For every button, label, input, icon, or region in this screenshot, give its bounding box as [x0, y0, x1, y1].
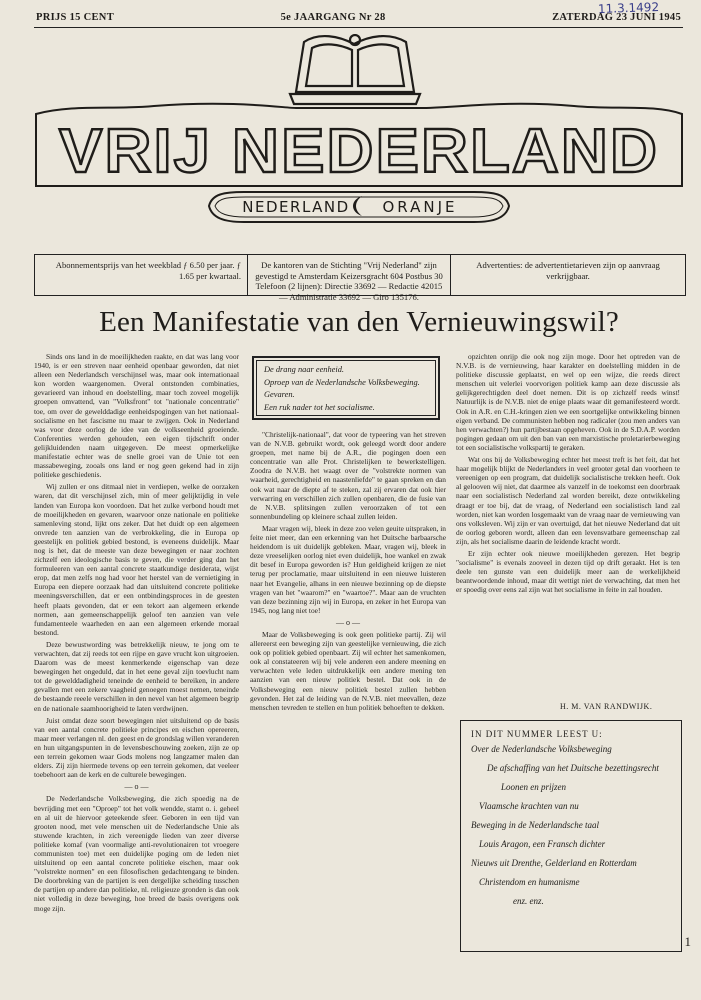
masthead-title: VRIJ NEDERLAND [59, 117, 659, 186]
masthead [34, 34, 684, 244]
article-column-1 [34, 352, 239, 977]
paragraph: Sinds ons land in de moeilijkheden raakte, en dat was lang voor 1940, is er een streven naar eenheid openbaar geworden, dat niet alleen een Nederlandsch verschijnsel was, maar ook internationaal kon worden waargenomen. Overal ontstonden combinaties, gevarieerd van inhoud en doelstelling, maar toch zoveel mogelijk groepen omvattend, van "Volksfront" tot "nationale concentratie" toe, om over de gewelddadige eenheidspogingen van het nationaal-socialisme en het fascisme nu maar te zwijgen. Ook in Nederland was voor deze oorlog de idee van de volkseenheid groeiende. Conferenties werden gehouden, een eigen tijdschrift onder gelijkluidenden naam uitgegeven. De meest opmerkelijke manifestatie echter was de snelle groei van de Unie tot een massabeweging, zooals ons land er nog geen gekend had in zijn politieke geschiedenis. [34, 352, 239, 480]
header-rule [34, 27, 683, 28]
info-box [34, 254, 686, 303]
date-label: ZATERDAG 23 JUNI 1945 [552, 11, 681, 23]
contents-box [460, 720, 682, 952]
masthead-right-word: ORANJE [382, 198, 458, 216]
summary-line: Gevaren. [264, 390, 295, 399]
summary-line: Oproep van de Nederlandsche Volksbeweging. [264, 377, 420, 387]
paragraph: opzichten onrijp die ook nog zijn moge. Door het optreden van de N.V.B. is de vernieuwing, haar karakter en doelstelling midden in de politieke discussie geplaatst, en wel op een wijze, die reeds direct menschen uit velerlei voorvorigen politiek kamp aan deze discussie als gelijkgerechtigden deel doet nemen. Dit is op zichzelf reeds winst! Natuurlijk is de N.V.B. niet de enige plaats waar dit gemanifesteerd wordt. Ook in A.R. en C.H.-kringen zien we een soortgelijke ontwikkeling binnen eigen verband. De communisten hebben nog radicaler (zou men anders van hen verwachten?) hun partijbestaan opgeheven. Ook in de S.D.A.P. worden pogingen gedaan om uit den ban van een marxistische proletarierbeweging tot een socialistische volkspartij te geraken. [456, 352, 680, 452]
header-bar [36, 6, 681, 28]
subscription-text: Abonnementsprijs van het weekblad ƒ 6.50 per jaar. ƒ 1.65 per kwartaal. [55, 260, 241, 281]
article-column-3 [456, 352, 680, 697]
contents-item: Loonen en prijzen [501, 782, 566, 792]
paragraph: Wij zullen er ons ditmaal niet in verdiepen, welke de oorzaken waren, dat dit verschijnsel zich, min of meer gelijktijdig in vele landen van Europa kon voordoen. Dat het zulke verbond houdt met de moeilijkheden en gevaren, waarvoor onze nationale en politieke samenleving stond, lijkt ons zeker. Dat het duidt op een algemeen onvrede ten aanzien van de verbrokkeling, die in Europa op geestelijk en politiek gebied bestond, is eveneens duidelijk. Maar nog is het, dat de meeste van deze bewegingen er naar zochten zichzelf een ideologische basis te geven, die verder ging dan het formuleeren van een aantal concrete staatkundige desiderata, wijst erop, dat men zelfs nog had voor het herstel van de vernietiging in Europa een diepere oorzaak had dan uitsluitend concrete politieke meeningsverschillen, dat er een ontbindingsproces in de geesten heeft plaats gevonden, dat er een tekort aan algemeen erkende normen, aan gemeenschappelijk geloof ten aanzien van vele fundamenteele waarheden en aan een algemeen erkende moraal bestond. [34, 482, 239, 637]
paragraph: Juist omdat deze soort bewegingen niet uitsluitend op de basis van een aantal concrete politieke principes en eischen opereeren, maar meer verlangen nl. den geest en de grondslag willen veranderen en hun uitgangspunten in de levensbeschouwing zoeken, zijn ze op een terrein gekomen waar Gods molens nog langzamer malen dan elders. Zij zijn hiermede tevens op een terrein gekomen, dat veeleer toebehoort aan de kerk en de culturele bewegingen. [34, 715, 239, 780]
page-number: 1 [684, 934, 691, 949]
volume-label: 5e JAARGANG Nr 28 [280, 11, 386, 23]
ads-text: Advertenties: de advertentietarieven zijn op aanvraag verkrijgbaar. [476, 260, 660, 281]
paragraph: Wat ons bij de Volksbeweging echter het meest treft is het feit, dat het haar mogelijk blijkt de Nederlanders in veel grooter getal dan voorheen te vereenigen op een program, dat duidelijk socialistische trekken heeft. Ook al gelooven wij niet, dat daarmee als vanzelf in de toekomst een doorbraak naar een socialistisch Nederland zal worden bereikt, deze ontwikkeling draagt er toe bij, dat de vraag, of Nederland een socialistisch land zal worden, niet kan worden losgemaakt van de vraag naar de vernieuwing van ons volksleven. Wij zijn er van overtuigd, dat het nieuwe Nederland dat uit de oorlog geboren wordt, alleen dan een levensvatbare gemeenschap zal zijn, als het socialisme daarin de leidende kracht wordt. [456, 455, 680, 546]
contents-title: IN DIT NUMMER LEEST U: [471, 729, 603, 739]
contents-item: Nieuws uit Drenthe, Gelderland en Rotterdam [471, 858, 637, 868]
title-banner [36, 104, 682, 186]
section-separator: — o — [336, 617, 360, 627]
paragraph: De Nederlandsche Volksbeweging, die zich spoedig na de bevrijding met een "Oproep" tot het volk wendde, stamt o. i. geheel en al uit de hiervoor geteekende sfeer. Geboren in een tijd van grooten nood, met vele menschen uit de Nederlandsche Unie als stuwende krachten, in zich vereenigde lieden van zeer diverse politieke komaf (van voormalige anti-revolutionairen tot vroegere communisten toe) met een duidelijke poging om de leden niet uitsluitend op een aantal concrete politieke eischen, maar ook "volstrekte normen" en een filosofischen gedachtengang te binden. De doorbreking van de partijen is een dergelijke scheiding tusschen de partijen op andere dan politieke, nl. religieuze gronden is dan ook niet volledig in deze beweging, hoe breed de basis overigens ook moge zijn. [34, 794, 239, 913]
masthead-graphic [34, 34, 684, 244]
contents-item: Vlaamsche krachten van nu [479, 801, 579, 811]
price-label: PRIJS 15 CENT [36, 11, 114, 23]
paragraph: Deze bewustwording was betrekkelijk nieuw, te jong om te verwachten, dat zij reeds tot een rijpe en gave vrucht kon uitgroeien. Daarom was de meest kenmerkende eigenschap van deze bewegingen het ongeduld, dat in het eene geval zijn toevlucht nam tot de gewelddadigheid teneinde de eenheid te bereiken, in andere gevallen met een zekere vaagheid genoegen moest nemen, teneinde de bestaande reeele verschillen in den nevel van het algemeen begrip en de nationale saamhoorigheid te laten verdwijnen. [34, 639, 239, 713]
contents-item: Christendom en humanisme [479, 877, 580, 887]
masthead-left-word: NEDERLAND [242, 198, 350, 216]
summary-box [252, 356, 440, 420]
section-separator: — o — [124, 782, 149, 792]
handwritten-note: 11.3.1492 [597, 0, 660, 17]
crown-icon [290, 35, 420, 104]
summary-line: Een ruk nader tot het socialisme. [264, 402, 375, 412]
contents-item: Over de Nederlandsche Volksbeweging [471, 744, 612, 754]
article-column-2 [250, 430, 446, 977]
article-author: H. M. VAN RANDWIJK. [560, 702, 653, 711]
paragraph: Maar vragen wij, bleek in deze zoo velen geuite uitspraken, in feite niet meer, dan een erkenning van het Duitsche barbaarsche heidendom is uit duidelijk gebleken. Maar, vragen wij, bleek in deze vreeselijken oorlog niet even duidelijk, hoe wankel en zwak dit besef in Europa geworden is? Hun geldigheid krijgen ze niet terug per proclamatie, maar uitsluitend in een nieuwe luisteren naar het Evangelie, alhans in een nieuwe bezinning op de diepste vragen van het "waarom?" en "waartoe?". Maar aan de vruchten van deze bezinning zijn wij in Europa, en zeker in het Europa van 1945, nog lang niet toe! [250, 523, 446, 615]
paragraph: Maar de Volksbeweging is ook geen politieke partij. Zij wil allereerst een beweging zijn van geestelijke vernieuwing, die zich ook op politiek gebied openbaart. Zij wil echter het samenkomen, ook al constateeren wij bij vele anderen een andere meening en verwachten vele leden uitdrukkelijk een andere mening ten aanzien van een nieuw politiek bestel. Dat ook in de Volksbeweging een nieuw politiek bestel zullen hebben gevonden. Het zal de leiding van de N.V.B. niet meevallen, deze menschen tevreden te stellen en hun politiek behoeften te dekken. [250, 629, 446, 712]
summary-line: De drang naar eenheid. [264, 365, 345, 374]
contents-item: De afschaffing van het Duitsche bezettingsrecht [487, 763, 659, 773]
contents-item: enz. enz. [513, 896, 544, 906]
paragraph: "Christelijk-nationaal", dat voor de typeering van het streven van de N.V.B. gebruikt wordt, ook geleegd wordt door andere groepen, met name bij de A.R., die pogingen doen een concentratie van alle Prot. Christelijken te bewerkstelligen. Zoodra de N.V.B. het waagt over de "volstrekte normen van waarheid, gerechtigheid en naastenliefde" te gaan spreken en dan ook wat naar de diepte af te steken, zal zij ervaren dat ook hier verwarring en verschillen zich zullen openbaren, die de fusie van de N.V.B. splitsingen zullen veroorzaken of tot een sonnenbundeling op kleinere schaal zullen leiden. [250, 430, 446, 521]
subtitle-banner [209, 192, 509, 222]
paragraph: Er zijn echter ook nieuwe moeilijkheden gerezen. Het begrip "socialisme" is evenals zooveel in dezen tijd op drift geraakt. Het is ten deele ten gunste van een duidelijk meer aan de werkelijkheid beantwoordende inhoud, maar dit wettigt niet de verwachting, dat men het er spoedig over eens zal zijn wat het socialisme in feite in zal houden. [456, 548, 680, 595]
article-headline: Een Manifestatie van den Vernieuwingswil? [99, 306, 619, 338]
contents-item: Louis Aragon, een Fransch dichter [479, 839, 606, 849]
contents-item: Beweging in de Nederlandsche taal [471, 820, 599, 830]
offices-text: De kantoren van de Stichting "Vrij Nederland" zijn gevestigd te Amsterdam Keizersgracht 604 Postbus 30 Telefoon (2 lijnen): Directie 33692 — Redactie 42015 — Administratie 33692 — Giro 135176. [247, 255, 451, 295]
